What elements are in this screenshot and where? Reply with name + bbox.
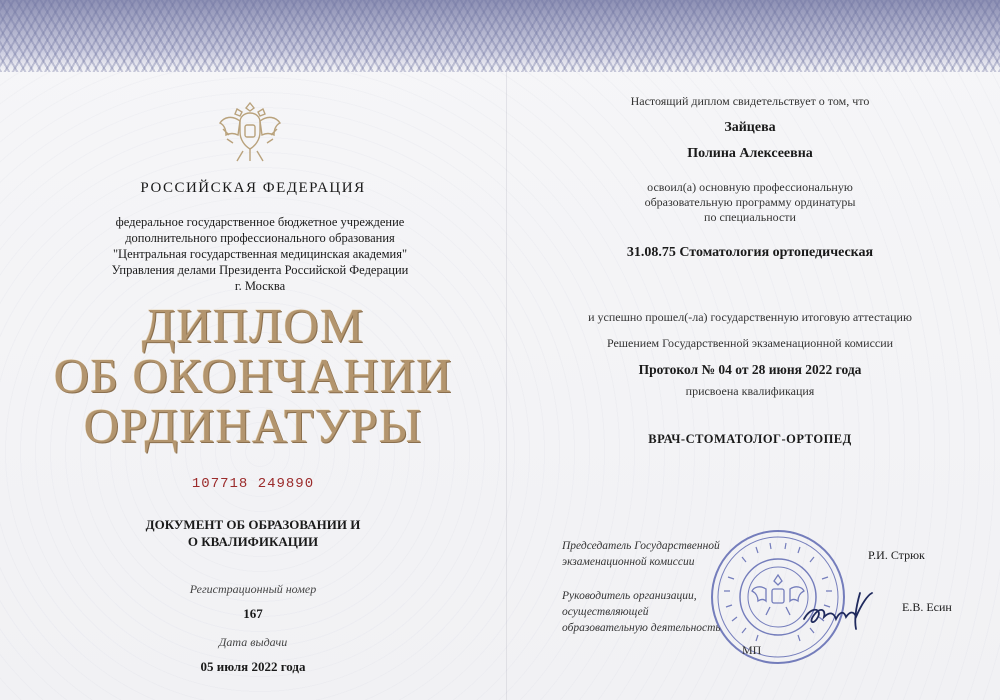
- program-text: [510, 180, 990, 225]
- protocol-number: Протокол № 04 от 28 июня 2022 года: [638, 362, 862, 377]
- institution-line: "Центральная государственная медицинская академия": [112, 247, 408, 261]
- document-type: [0, 516, 506, 550]
- document-type-line: ДОКУМЕНТ ОБ ОБРАЗОВАНИИ И: [145, 517, 361, 532]
- institution-line: Управления делами Президента Российской Федерации: [111, 263, 409, 277]
- decision-text: Решением Государственной экзаменационной комиссии: [606, 336, 894, 350]
- decorative-border: [0, 0, 1000, 72]
- qualification: ВРАЧ-СТОМАТОЛОГ-ОРТОПЕД: [648, 432, 852, 446]
- diploma-title-line-3: ОРДИНАТУРЫ: [83, 398, 423, 453]
- registration-number: 167: [243, 606, 263, 621]
- signatory-2-role-line: образовательную деятельность: [562, 622, 721, 634]
- signatory-2-role-line: Руководитель организации, осуществляющей: [562, 590, 697, 618]
- graduate-surname: Зайцева: [724, 120, 776, 135]
- specialty: 31.08.75 Стоматология ортопедическая: [626, 245, 874, 260]
- registration-label: Регистрационный номер: [189, 582, 317, 596]
- signatory-2-name: Е.В. Есин: [902, 600, 952, 614]
- institution-line: дополнительного профессионального образования: [125, 231, 395, 245]
- awarded-text: присвоена квалификация: [685, 384, 815, 398]
- document-type-line: О КВАЛИФИКАЦИИ: [187, 534, 319, 549]
- fold-line: [506, 72, 507, 700]
- institution-line: г. Москва: [234, 279, 286, 293]
- institution-line: федеральное государственное бюджетное учреждение: [115, 215, 405, 229]
- signatory-1-role: [562, 538, 762, 570]
- signatory-1-role-line: экзаменационной комиссии: [562, 556, 695, 568]
- program-line: освоил(а) основную профессиональную: [647, 180, 853, 194]
- exam-text: и успешно прошел(-ла) государственную итоговую аттестацию: [588, 310, 912, 324]
- issue-date: 05 июля 2022 года: [200, 659, 306, 674]
- certifies-text: Настоящий диплом свидетельствует о том, что: [630, 94, 870, 108]
- issue-date-label: Дата выдачи: [218, 635, 288, 649]
- signatory-2-role: [562, 588, 762, 636]
- signatory-1-name: Р.И. Стрюк: [868, 548, 925, 562]
- handwritten-signature-icon: [800, 585, 890, 635]
- institution-name: [100, 214, 420, 294]
- graduate-given-names: Полина Алексеевна: [687, 146, 813, 161]
- program-line: образовательную программу ординатуры: [644, 195, 856, 209]
- program-line: по специальности: [704, 210, 796, 224]
- diploma-title-line-1: ДИПЛОМ: [141, 298, 365, 353]
- diploma-title-line-2: ОБ ОКОНЧАНИИ: [53, 348, 453, 403]
- stamp-label: МП: [742, 643, 762, 657]
- country-name: РОССИЙСКАЯ ФЕДЕРАЦИЯ: [140, 180, 366, 196]
- russian-coat-of-arms-icon: [215, 95, 285, 167]
- serial-number: 107718 249890: [191, 476, 315, 492]
- signatory-1-role-line: Председатель Государственной: [562, 540, 720, 552]
